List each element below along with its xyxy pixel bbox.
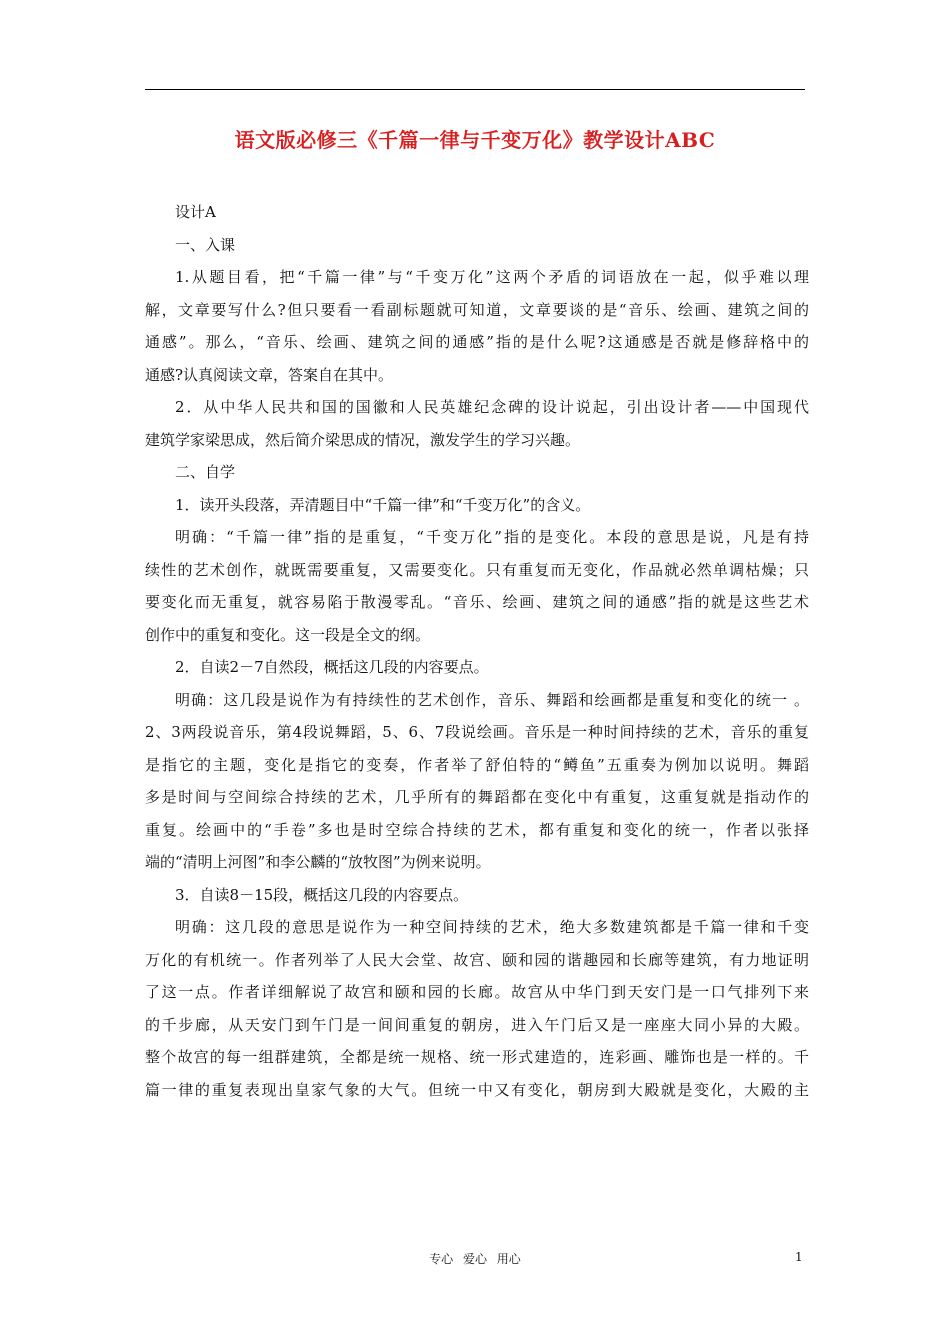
document-title: 语文版必修三《千篇一律与千变万化》教学设计ABC — [234, 128, 716, 152]
paragraph-line: 万化的有机统一。作者列举了人民大会堂、故宫、颐和园的谐趣园和长廊等建筑，有力地证明 — [145, 950, 809, 969]
paragraph-line: 整个故宫的每一组群建筑，全都是统一规格、统一形式建造的，连彩画、雕饰也是一样的。千 — [145, 1048, 809, 1066]
paragraph-line: 明确：这几段是说作为有持续性的艺术创作，音乐、舞蹈和绘画都是重复和变化的统一 。 — [175, 690, 809, 709]
section-heading-design-a: 设计A — [175, 203, 216, 221]
paragraph-line: 1.从题目看，把“千篇一律”与“千变万化”这两个矛盾的词语放在一起，似乎难以理 — [175, 268, 809, 286]
paragraph-line: 篇一律的重复表现出皇家气象的大气。但统一中又有变化，朝房到大殿就是变化，大殿的主 — [145, 1080, 809, 1099]
paragraph-line: 解，文章要写什么?但只要看一看副标题就可知道，文章要谈的是“音乐、绘画、建筑之间的 — [145, 300, 809, 319]
footer-motto: 专心 爱心 用心 — [429, 1252, 521, 1266]
paragraph-line: 通感?认真阅读文章，答案自在其中。 — [145, 365, 394, 384]
paragraph-line: 端的“清明上河图”和李公麟的“放牧图”为例来说明。 — [145, 853, 491, 871]
paragraph-line: 要变化而无重复，就容易陷于散漫零乱。“音乐、绘画、建筑之间的通感”指的就是这些艺术 — [145, 593, 809, 611]
paragraph-line: 2．从中华人民共和国的国徽和人民英雄纪念碑的设计说起，引出设计者——中国现代 — [175, 398, 809, 416]
page-number: 1 — [795, 1250, 803, 1264]
paragraph-line: 重复。绘画中的“手卷”多也是时空综合持续的艺术，都有重复和变化的统一，作者以张择 — [145, 820, 809, 839]
paragraph-line: 2、3两段说音乐，第4段说舞蹈，5、6、7段说绘画。音乐是一种时间持续的艺术，音乐的重复 — [145, 723, 809, 741]
section-heading-self-study: 二、自学 — [175, 463, 236, 481]
section-heading-intro: 一、入课 — [175, 235, 236, 254]
paragraph-line: 续性的艺术创作，就既需要重复，又需要变化。只有重复而无变化，作品就必然单调枯燥；只 — [145, 560, 809, 579]
paragraph-line: 1．读开头段落，弄清题目中“千篇一律”和“千变万化”的含义。 — [175, 495, 591, 514]
paragraph-line: 明确：这几段的意思是说作为一种空间持续的艺术，绝大多数建筑都是千篇一律和千变 — [175, 918, 809, 936]
paragraph-line: 明确：“千篇一律”指的是重复，“千变万化”指的是变化。本段的意思是说，凡是有持 — [175, 528, 809, 546]
paragraph-line: 了这一点。作者详细解说了故宫和颐和园的长廊。故宫从中华门到天安门是一口气排列下来 — [145, 983, 809, 1001]
header-rule — [145, 89, 805, 90]
paragraph-line: 多是时间与空间综合持续的艺术，几乎所有的舞蹈都在变化中有重复，这重复就是指动作的 — [145, 788, 809, 806]
paragraph-line: 建筑学家梁思成，然后简介梁思成的情况，激发学生的学习兴趣。 — [145, 430, 581, 449]
paragraph-line: 2．自读2－7自然段，概括这几段的内容要点。 — [175, 658, 489, 676]
paragraph-line: 的千步廊，从天安门到午门是一间间重复的朝房，进入午门后又是一座座大同小异的大殿。 — [145, 1015, 809, 1034]
paragraph-line: 是指它的主题，变化是指它的变奏，作者举了舒伯特的“鳟鱼”五重奏为例加以说明。舞蹈 — [145, 755, 809, 774]
paragraph-line: 通感”。那么，“音乐、绘画、建筑之间的通感”指的是什么呢?这通感是否就是修辞格中的 — [145, 333, 809, 351]
paragraph-line: 创作中的重复和变化。这一段是全文的纲。 — [145, 625, 431, 644]
document-body — [145, 196, 809, 1106]
paragraph-line: 3．自读8－15段，概括这几段的内容要点。 — [175, 885, 469, 904]
